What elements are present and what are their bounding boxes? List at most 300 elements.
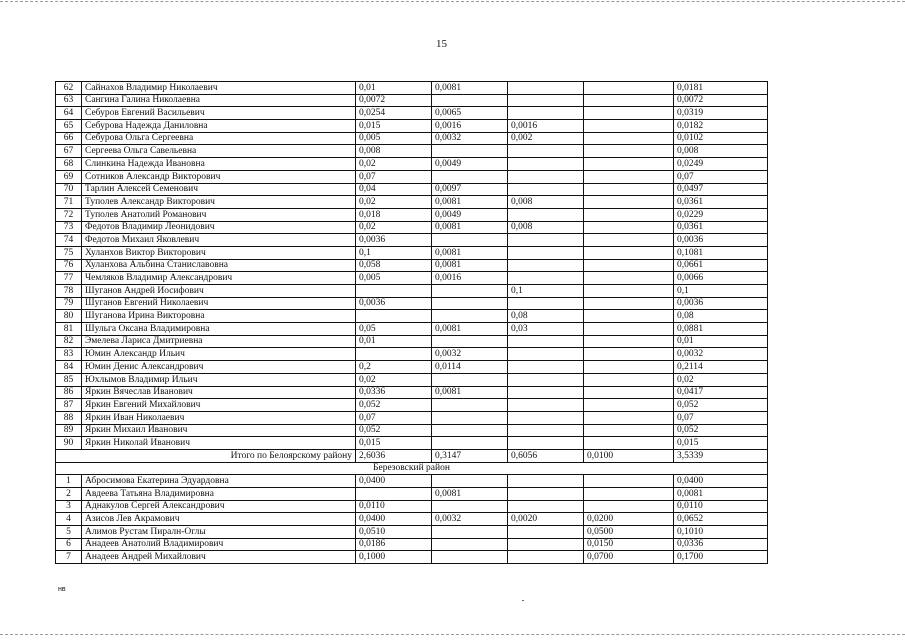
- row-number-cell: 7: [56, 551, 82, 564]
- table-row: [56, 208, 768, 221]
- row-total-cell: 0,015: [674, 437, 768, 450]
- person-name-cell: Юхлымов Владимир Ильич: [82, 373, 356, 386]
- value-2-cell: 0,0081: [432, 259, 508, 272]
- value-4-cell: 0,0500: [584, 526, 674, 539]
- value-1-cell: 0,0400: [356, 475, 432, 488]
- value-1-cell: 0,0510: [356, 526, 432, 539]
- row-number-cell: 74: [56, 234, 82, 247]
- value-4-cell: [584, 348, 674, 361]
- value-1-cell: 0,0186: [356, 538, 432, 551]
- value-1-cell: 0,02: [356, 373, 432, 386]
- value-1-cell: 0,0036: [356, 297, 432, 310]
- value-3-cell: [508, 386, 584, 399]
- value-3-cell: [508, 475, 584, 488]
- person-name-cell: Шуганов Евгений Николаевич: [82, 297, 356, 310]
- row-number-cell: 66: [56, 132, 82, 145]
- table-row: [56, 323, 768, 336]
- value-4-cell: [584, 246, 674, 259]
- table-row: [56, 488, 768, 501]
- table-row: [56, 145, 768, 158]
- section-header-row: [56, 462, 768, 475]
- row-number-cell: 76: [56, 259, 82, 272]
- table-row: [56, 297, 768, 310]
- value-4-cell: [584, 310, 674, 323]
- row-total-cell: 0,0066: [674, 272, 768, 285]
- value-1-cell: 0,02: [356, 196, 432, 209]
- table-row: [56, 500, 768, 513]
- row-total-cell: 0,01: [674, 335, 768, 348]
- row-number-cell: 68: [56, 158, 82, 171]
- table-body-belojarsky: [56, 82, 768, 450]
- scan-speck: [522, 600, 524, 601]
- value-2-cell: 0,0081: [432, 221, 508, 234]
- row-total-cell: 0,0229: [674, 208, 768, 221]
- table-row: [56, 285, 768, 298]
- row-total-cell: 0,0072: [674, 94, 768, 107]
- section-title: Березовский район: [56, 462, 768, 475]
- value-2-cell: [432, 234, 508, 247]
- value-3-cell: [508, 335, 584, 348]
- value-4-cell: [584, 411, 674, 424]
- value-2-cell: [432, 500, 508, 513]
- value-3-cell: [508, 424, 584, 437]
- value-1-cell: 0,04: [356, 183, 432, 196]
- value-4-cell: 0,0150: [584, 538, 674, 551]
- value-1-cell: 0,1000: [356, 551, 432, 564]
- value-3-cell: [508, 82, 584, 95]
- value-1-cell: 0,1: [356, 246, 432, 259]
- value-1-cell: 0,058: [356, 259, 432, 272]
- table-row: [56, 551, 768, 564]
- row-number-cell: 3: [56, 500, 82, 513]
- row-total-cell: 0,052: [674, 424, 768, 437]
- value-2-cell: 0,0081: [432, 488, 508, 501]
- value-1-cell: 0,0036: [356, 234, 432, 247]
- table-row: [56, 132, 768, 145]
- value-3-cell: [508, 145, 584, 158]
- value-3-cell: [508, 94, 584, 107]
- table-row: [56, 107, 768, 120]
- value-3-cell: [508, 259, 584, 272]
- row-total-cell: 0,052: [674, 399, 768, 412]
- value-1-cell: 0,01: [356, 335, 432, 348]
- table-row: [56, 411, 768, 424]
- row-number-cell: 69: [56, 170, 82, 183]
- value-1-cell: [356, 310, 432, 323]
- row-number-cell: 2: [56, 488, 82, 501]
- row-number-cell: 73: [56, 221, 82, 234]
- value-1-cell: 0,0072: [356, 94, 432, 107]
- value-4-cell: [584, 424, 674, 437]
- value-1-cell: 0,018: [356, 208, 432, 221]
- row-total-cell: 0,0110: [674, 500, 768, 513]
- value-4-cell: 0,0200: [584, 513, 674, 526]
- table-row: [56, 475, 768, 488]
- value-4-cell: [584, 386, 674, 399]
- row-total-cell: 0,1700: [674, 551, 768, 564]
- row-number-cell: 64: [56, 107, 82, 120]
- table-row: [56, 335, 768, 348]
- value-2-cell: [432, 538, 508, 551]
- person-name-cell: Яркин Николай Иванович: [82, 437, 356, 450]
- row-total-cell: 0,0336: [674, 538, 768, 551]
- value-3-cell: [508, 183, 584, 196]
- row-total-cell: 0,07: [674, 170, 768, 183]
- value-4-cell: [584, 285, 674, 298]
- row-total-cell: 0,0249: [674, 158, 768, 171]
- value-4-cell: [584, 107, 674, 120]
- table-total-section: [56, 449, 768, 474]
- table-row: [56, 513, 768, 526]
- row-number-cell: 82: [56, 335, 82, 348]
- row-total-cell: 0,02: [674, 373, 768, 386]
- table-row: [56, 526, 768, 539]
- value-4-cell: [584, 373, 674, 386]
- value-1-cell: 0,008: [356, 145, 432, 158]
- total-value: 0,6056: [508, 449, 584, 462]
- table-row: [56, 196, 768, 209]
- value-2-cell: [432, 475, 508, 488]
- value-4-cell: [584, 183, 674, 196]
- row-number-cell: 6: [56, 538, 82, 551]
- value-4-cell: [584, 170, 674, 183]
- value-4-cell: [584, 145, 674, 158]
- person-name-cell: Федотов Михаил Яковлевич: [82, 234, 356, 247]
- value-1-cell: 0,07: [356, 411, 432, 424]
- row-total-cell: 0,0181: [674, 82, 768, 95]
- value-4-cell: [584, 335, 674, 348]
- value-2-cell: [432, 170, 508, 183]
- value-4-cell: [584, 196, 674, 209]
- row-number-cell: 75: [56, 246, 82, 259]
- total-value: 0,3147: [432, 449, 508, 462]
- value-3-cell: 0,008: [508, 196, 584, 209]
- page-number: 15: [436, 38, 447, 50]
- person-name-cell: Юмин Александр Ильич: [82, 348, 356, 361]
- value-4-cell: [584, 158, 674, 171]
- value-3-cell: [508, 373, 584, 386]
- value-1-cell: 0,052: [356, 399, 432, 412]
- total-row: [56, 449, 768, 462]
- value-3-cell: [508, 272, 584, 285]
- row-total-cell: 0,0361: [674, 196, 768, 209]
- value-2-cell: 0,0081: [432, 196, 508, 209]
- value-2-cell: 0,0016: [432, 272, 508, 285]
- value-4-cell: [584, 361, 674, 374]
- value-2-cell: [432, 373, 508, 386]
- value-1-cell: [356, 488, 432, 501]
- table-row: [56, 373, 768, 386]
- value-4-cell: [584, 475, 674, 488]
- person-name-cell: Федотов Владимир Леонидович: [82, 221, 356, 234]
- value-1-cell: 0,015: [356, 120, 432, 133]
- row-number-cell: 62: [56, 82, 82, 95]
- value-2-cell: [432, 285, 508, 298]
- row-total-cell: 0,08: [674, 310, 768, 323]
- total-value: 0,0100: [584, 449, 674, 462]
- value-2-cell: 0,0032: [432, 513, 508, 526]
- value-1-cell: 0,05: [356, 323, 432, 336]
- person-name-cell: Шуганов Андрей Иосифович: [82, 285, 356, 298]
- footer-initials: нв: [58, 586, 66, 593]
- value-4-cell: 0,0700: [584, 551, 674, 564]
- value-3-cell: [508, 411, 584, 424]
- value-3-cell: 0,1: [508, 285, 584, 298]
- value-4-cell: [584, 297, 674, 310]
- value-1-cell: 0,02: [356, 158, 432, 171]
- value-4-cell: [584, 323, 674, 336]
- row-total-cell: 0,1: [674, 285, 768, 298]
- row-total-cell: 0,0319: [674, 107, 768, 120]
- value-1-cell: 0,02: [356, 221, 432, 234]
- row-number-cell: 90: [56, 437, 82, 450]
- value-3-cell: [508, 488, 584, 501]
- table-row: [56, 424, 768, 437]
- value-3-cell: [508, 297, 584, 310]
- value-2-cell: [432, 411, 508, 424]
- row-number-cell: 72: [56, 208, 82, 221]
- person-name-cell: Слинкина Надежда Ивановна: [82, 158, 356, 171]
- total-label: Итого по Белоярскому району: [56, 449, 356, 462]
- person-name-cell: Сангина Галина Николаевна: [82, 94, 356, 107]
- value-3-cell: [508, 361, 584, 374]
- value-2-cell: 0,0049: [432, 208, 508, 221]
- row-number-cell: 67: [56, 145, 82, 158]
- value-2-cell: 0,0114: [432, 361, 508, 374]
- row-number-cell: 70: [56, 183, 82, 196]
- row-total-cell: 0,0032: [674, 348, 768, 361]
- table-row: [56, 399, 768, 412]
- value-4-cell: [584, 221, 674, 234]
- value-4-cell: [584, 259, 674, 272]
- value-2-cell: [432, 437, 508, 450]
- value-3-cell: 0,002: [508, 132, 584, 145]
- table-row: [56, 386, 768, 399]
- value-3-cell: 0,0016: [508, 120, 584, 133]
- value-2-cell: 0,0065: [432, 107, 508, 120]
- scan-edge-bottom: [0, 634, 905, 635]
- value-4-cell: [584, 399, 674, 412]
- row-number-cell: 87: [56, 399, 82, 412]
- row-number-cell: 84: [56, 361, 82, 374]
- value-2-cell: [432, 145, 508, 158]
- row-number-cell: 86: [56, 386, 82, 399]
- person-name-cell: Авдеева Татьяна Владимировна: [82, 488, 356, 501]
- person-name-cell: Яркин Вячеслав Иванович: [82, 386, 356, 399]
- row-number-cell: 78: [56, 285, 82, 298]
- value-3-cell: 0,0020: [508, 513, 584, 526]
- value-2-cell: [432, 335, 508, 348]
- value-4-cell: [584, 437, 674, 450]
- person-name-cell: Яркин Евгений Михайлович: [82, 399, 356, 412]
- person-name-cell: Тарлин Алексей Семенович: [82, 183, 356, 196]
- value-3-cell: [508, 208, 584, 221]
- value-2-cell: 0,0032: [432, 132, 508, 145]
- person-name-cell: Сайнахов Владимир Николаевич: [82, 82, 356, 95]
- value-3-cell: [508, 551, 584, 564]
- total-value: 3,5339: [674, 449, 768, 462]
- value-3-cell: [508, 158, 584, 171]
- value-1-cell: 0,005: [356, 272, 432, 285]
- row-number-cell: 80: [56, 310, 82, 323]
- value-2-cell: 0,0049: [432, 158, 508, 171]
- row-total-cell: 0,0881: [674, 323, 768, 336]
- person-name-cell: Хуланхова Альбина Станиславовна: [82, 259, 356, 272]
- row-number-cell: 65: [56, 120, 82, 133]
- row-total-cell: 0,0661: [674, 259, 768, 272]
- table-row: [56, 272, 768, 285]
- value-3-cell: 0,008: [508, 221, 584, 234]
- value-2-cell: [432, 94, 508, 107]
- person-name-cell: Туполев Анатолий Романович: [82, 208, 356, 221]
- row-number-cell: 81: [56, 323, 82, 336]
- row-total-cell: 0,0417: [674, 386, 768, 399]
- value-2-cell: 0,0016: [432, 120, 508, 133]
- value-4-cell: [584, 132, 674, 145]
- value-1-cell: 0,0254: [356, 107, 432, 120]
- person-name-cell: Аднакулов Сергей Александрович: [82, 500, 356, 513]
- table-row: [56, 348, 768, 361]
- table-row: [56, 246, 768, 259]
- person-name-cell: Алимов Рустам Пиралн-Оглы: [82, 526, 356, 539]
- row-total-cell: 0,07: [674, 411, 768, 424]
- row-total-cell: 0,008: [674, 145, 768, 158]
- row-number-cell: 1: [56, 475, 82, 488]
- person-name-cell: Яркин Михаил Иванович: [82, 424, 356, 437]
- table-row: [56, 170, 768, 183]
- value-3-cell: [508, 399, 584, 412]
- allocation-table: [55, 81, 768, 564]
- value-4-cell: [584, 488, 674, 501]
- value-1-cell: 0,005: [356, 132, 432, 145]
- row-total-cell: 0,0182: [674, 120, 768, 133]
- person-name-cell: Юмин Денис Александрович: [82, 361, 356, 374]
- row-number-cell: 89: [56, 424, 82, 437]
- value-2-cell: 0,0032: [432, 348, 508, 361]
- value-1-cell: 0,2: [356, 361, 432, 374]
- table-row: [56, 437, 768, 450]
- row-number-cell: 63: [56, 94, 82, 107]
- row-total-cell: 0,2114: [674, 361, 768, 374]
- value-1-cell: 0,01: [356, 82, 432, 95]
- row-total-cell: 0,1010: [674, 526, 768, 539]
- row-total-cell: 0,0400: [674, 475, 768, 488]
- person-name-cell: Абросимова Екатерина Эдуардовна: [82, 475, 356, 488]
- value-3-cell: [508, 348, 584, 361]
- value-4-cell: [584, 500, 674, 513]
- value-2-cell: 0,0081: [432, 386, 508, 399]
- person-name-cell: Шуганова Ирина Викторовна: [82, 310, 356, 323]
- table-row: [56, 259, 768, 272]
- row-total-cell: 0,0497: [674, 183, 768, 196]
- person-name-cell: Шульга Оксана Владимировна: [82, 323, 356, 336]
- value-3-cell: [508, 107, 584, 120]
- value-2-cell: [432, 297, 508, 310]
- row-number-cell: 5: [56, 526, 82, 539]
- value-4-cell: [584, 234, 674, 247]
- value-3-cell: [508, 538, 584, 551]
- value-2-cell: 0,0097: [432, 183, 508, 196]
- value-4-cell: [584, 272, 674, 285]
- value-3-cell: 0,08: [508, 310, 584, 323]
- table-row: [56, 158, 768, 171]
- value-3-cell: [508, 500, 584, 513]
- value-1-cell: 0,0336: [356, 386, 432, 399]
- value-1-cell: 0,0400: [356, 513, 432, 526]
- value-2-cell: [432, 310, 508, 323]
- row-number-cell: 88: [56, 411, 82, 424]
- value-1-cell: 0,052: [356, 424, 432, 437]
- table-row: [56, 82, 768, 95]
- row-number-cell: 85: [56, 373, 82, 386]
- value-2-cell: [432, 424, 508, 437]
- total-value: 2,6036: [356, 449, 432, 462]
- value-4-cell: [584, 94, 674, 107]
- row-number-cell: 4: [56, 513, 82, 526]
- value-2-cell: [432, 551, 508, 564]
- value-2-cell: [432, 399, 508, 412]
- table-row: [56, 183, 768, 196]
- value-3-cell: [508, 246, 584, 259]
- value-4-cell: [584, 208, 674, 221]
- value-3-cell: 0,03: [508, 323, 584, 336]
- person-name-cell: Азисов Лев Акрамович: [82, 513, 356, 526]
- value-2-cell: 0,0081: [432, 246, 508, 259]
- person-name-cell: Себуров Евгений Васильевич: [82, 107, 356, 120]
- row-total-cell: 0,0652: [674, 513, 768, 526]
- person-name-cell: Эмелева Лариса Дмитриевна: [82, 335, 356, 348]
- table-row: [56, 94, 768, 107]
- person-name-cell: Сотников Александр Викторович: [82, 170, 356, 183]
- value-4-cell: [584, 120, 674, 133]
- value-1-cell: [356, 285, 432, 298]
- row-number-cell: 79: [56, 297, 82, 310]
- row-total-cell: 0,0361: [674, 221, 768, 234]
- person-name-cell: Анадеев Анатолий Владимирович: [82, 538, 356, 551]
- table-row: [56, 361, 768, 374]
- table-body-berezovsky: [56, 475, 768, 564]
- value-3-cell: [508, 437, 584, 450]
- person-name-cell: Туполев Александр Викторович: [82, 196, 356, 209]
- value-1-cell: 0,015: [356, 437, 432, 450]
- row-total-cell: 0,0102: [674, 132, 768, 145]
- row-total-cell: 0,1081: [674, 246, 768, 259]
- row-total-cell: 0,0081: [674, 488, 768, 501]
- value-3-cell: [508, 234, 584, 247]
- value-3-cell: [508, 526, 584, 539]
- value-4-cell: [584, 82, 674, 95]
- row-number-cell: 71: [56, 196, 82, 209]
- table-row: [56, 234, 768, 247]
- value-2-cell: [432, 526, 508, 539]
- row-total-cell: 0,0036: [674, 297, 768, 310]
- person-name-cell: Анадеев Андрей Михайлович: [82, 551, 356, 564]
- table-row: [56, 310, 768, 323]
- table-row: [56, 221, 768, 234]
- person-name-cell: Хуланхов Виктор Викторович: [82, 246, 356, 259]
- person-name-cell: Себурова Ольга Сергеевна: [82, 132, 356, 145]
- row-number-cell: 83: [56, 348, 82, 361]
- row-total-cell: 0,0036: [674, 234, 768, 247]
- person-name-cell: Себурова Надежда Даниловна: [82, 120, 356, 133]
- value-1-cell: 0,07: [356, 170, 432, 183]
- value-3-cell: [508, 170, 584, 183]
- person-name-cell: Сергеева Ольга Савельевна: [82, 145, 356, 158]
- value-1-cell: 0,0110: [356, 500, 432, 513]
- row-number-cell: 77: [56, 272, 82, 285]
- value-1-cell: [356, 348, 432, 361]
- scan-edge-top: [0, 1, 905, 2]
